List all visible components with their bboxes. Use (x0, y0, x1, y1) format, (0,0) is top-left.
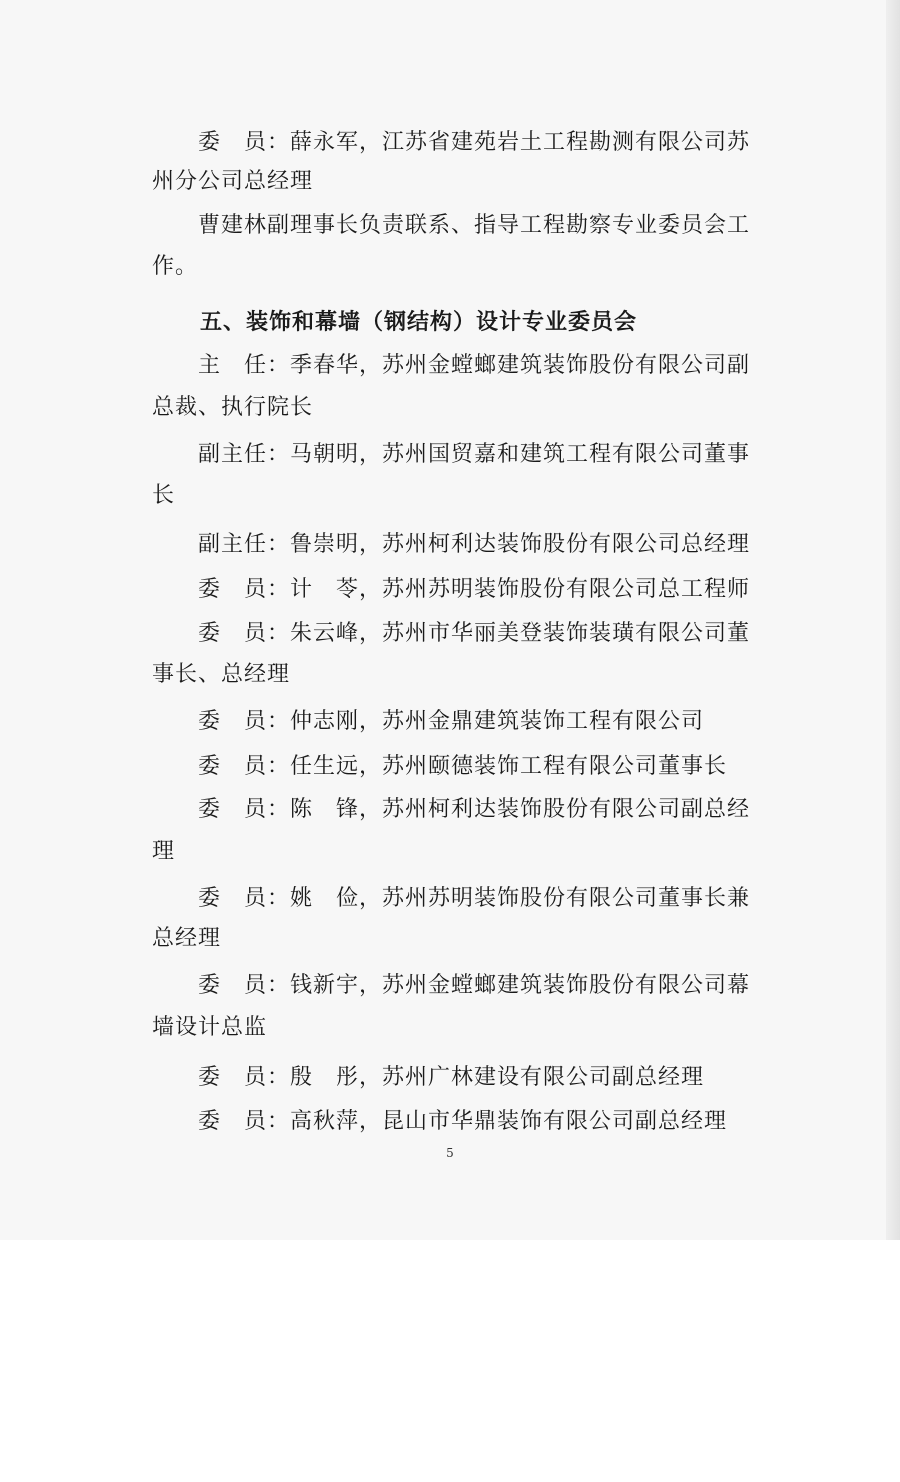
note-line: 曹建林副理事长负责联系、指导工程勘察专业委员会工 (198, 213, 751, 238)
member-line: 委 员：姚 俭，苏州苏明装饰股份有限公司董事长兼 (198, 886, 751, 911)
member-line: 委 员：计 苓，苏州苏明装饰股份有限公司总工程师 (198, 577, 751, 602)
continuation-line: 州分公司总经理 (152, 169, 314, 194)
member-line: 副主任：鲁崇明，苏州柯利达装饰股份有限公司总经理 (198, 532, 751, 557)
member-line: 主 任：季春华，苏州金螳螂建筑装饰股份有限公司副 (198, 353, 751, 378)
section-heading: 五、装饰和幕墙（钢结构）设计专业委员会 (200, 309, 638, 335)
continuation-line: 长 (152, 483, 176, 508)
member-line: 委 员：陈 锋，苏州柯利达装饰股份有限公司副总经 (198, 797, 751, 822)
member-line: 委 员：高秋萍，昆山市华鼎装饰有限公司副总经理 (198, 1109, 728, 1134)
member-line: 副主任：马朝明，苏州国贸嘉和建筑工程有限公司董事 (198, 442, 751, 467)
continuation-line: 事长、总经理 (152, 662, 291, 687)
member-line: 委 员：仲志刚，苏州金鼎建筑装饰工程有限公司 (198, 709, 705, 734)
member-line: 委 员：钱新宇，苏州金螳螂建筑装饰股份有限公司幕 (198, 973, 751, 998)
continuation-line: 墙设计总监 (152, 1015, 268, 1040)
continuation-line: 理 (152, 839, 176, 864)
member-line: 委 员：殷 彤，苏州广林建设有限公司副总经理 (198, 1065, 705, 1090)
member-line: 委 员：任生远，苏州颐德装饰工程有限公司董事长 (198, 754, 728, 779)
page-number: 5 (446, 1146, 454, 1160)
member-line: 委 员：薛永军，江苏省建苑岩土工程勘测有限公司苏 (198, 130, 751, 155)
member-line: 委 员：朱云峰，苏州市华丽美登装饰装璜有限公司董 (198, 621, 751, 646)
continuation-line: 总经理 (152, 926, 222, 951)
continuation-line: 作。 (152, 254, 199, 279)
continuation-line: 总裁、执行院长 (152, 395, 314, 420)
